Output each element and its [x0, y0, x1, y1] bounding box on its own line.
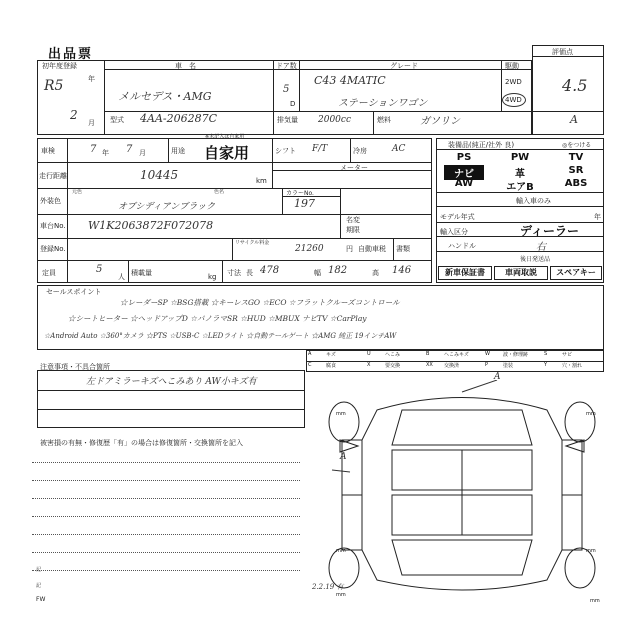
legend-key-3: W — [485, 351, 490, 357]
first-reg-year: R5 — [44, 78, 64, 94]
equip-4: 革 — [515, 169, 525, 180]
name-change-label: 名変 — [346, 216, 360, 224]
mm-label-5: mm — [336, 592, 346, 598]
doors-label: ドア数 — [276, 62, 297, 70]
legend-text-8: 塗装 — [503, 363, 514, 369]
diagram-mark-1: A — [494, 372, 501, 382]
equip-1: PW — [510, 152, 530, 163]
height-label: 高 — [372, 269, 379, 277]
chassis-value: W1K2063872F072078 — [88, 219, 214, 232]
aircon-label: 冷房 — [353, 147, 367, 155]
first-reg-label: 初年度登録 — [42, 62, 77, 70]
grade-label: グレード — [390, 62, 418, 70]
sales-line-1: ☆レーダーSP ☆BSG搭載 ☆キーレスGO ☆ECO ☆フラットクルーズコントロール — [120, 298, 400, 307]
mm-label-1: mm — [336, 411, 346, 417]
yen-unit: 円 — [346, 245, 353, 253]
legend-text-9: 穴・割れ — [562, 363, 583, 369]
legend-text-3: 波・修理跡 — [503, 352, 529, 358]
displacement-value: 2000cc — [318, 115, 351, 125]
shaken-month-value: 7 — [126, 144, 133, 155]
diagram-mark-2: A — [340, 452, 347, 462]
fuel-value: ガソリン — [420, 116, 460, 127]
legend-text-5: 腐食 — [326, 363, 337, 369]
legend-key-9: Y — [544, 362, 548, 368]
sales-point-label: セールスポイント — [46, 288, 102, 296]
model-year-unit: 年 — [594, 213, 601, 221]
score-label: 評価点 — [552, 48, 573, 56]
capacity-unit: 人 — [118, 273, 125, 281]
tax-label: 自動車税 — [358, 245, 386, 253]
length-label: 長 — [246, 269, 253, 277]
import-title: 輸入車のみ — [516, 197, 551, 205]
repair-title: 被害損の有無・修復歴「有」の場合は修復箇所・交換箇所を記入 — [40, 439, 243, 447]
equip-3: ナビ — [444, 165, 484, 180]
capacity-label: 定員 — [42, 269, 56, 277]
import-cat-value: ディーラー — [520, 224, 580, 238]
car-name-label: 車 名 — [175, 62, 196, 70]
width-value: 182 — [328, 265, 348, 276]
drive-2wd: 2WD — [505, 78, 522, 86]
doc-button-0: 新車保証書 — [438, 266, 492, 280]
shift-label: シフト — [275, 147, 296, 155]
car-name-value: メルセデス・AMG — [118, 90, 212, 103]
legend-key-7: XX — [426, 362, 433, 368]
first-reg-month: 2 — [70, 108, 78, 122]
mileage-label: 走行距離 — [39, 172, 67, 180]
exterior-label: 外装色 — [40, 197, 61, 205]
doc-label: 書類 — [396, 245, 410, 253]
equip-8: ABS — [564, 178, 588, 189]
mm-label-4: mm — [586, 548, 596, 554]
equip-7: エアB — [506, 182, 534, 193]
shaken-label: 車検 — [41, 147, 55, 155]
legend-key-5: C — [308, 362, 312, 368]
equip-6: AW — [454, 178, 474, 189]
grade-line1: C43 4MATIC — [314, 74, 386, 87]
legend-key-6: X — [367, 362, 371, 368]
sales-line-3: ☆Android Auto ☆360°カメラ ☆PTS ☆USB-C ☆LEDライト ☆自動テールゲート ☆AMG 純正 19インチAW — [44, 332, 397, 340]
usage-value: 自家用 — [204, 144, 250, 162]
later-docs-label: 後日発送品 — [520, 256, 551, 263]
dims-label: 寸法 — [227, 269, 241, 277]
usage-label: 用途 — [171, 147, 185, 155]
usage-note: ※未記入は自家用 — [205, 134, 245, 140]
legend-key-8: P — [485, 362, 489, 368]
model-type-value: 4AA-206287C — [140, 112, 218, 125]
notes-title: 注意事項・不具合箇所 — [40, 363, 110, 371]
handle-value: 右 — [536, 242, 546, 253]
reg-no-label: 登録No. — [40, 245, 66, 253]
legend-key-4: S — [544, 351, 548, 357]
model-type-label: 型式 — [110, 116, 124, 124]
notes-text: 左ドアミラーキズへこみあり AW小キズ有 — [86, 377, 257, 387]
length-value: 478 — [260, 265, 280, 276]
import-cat-label: 輸入区分 — [440, 228, 468, 236]
handle-label: ハンドル — [448, 242, 476, 250]
mm-label-6: mm — [590, 598, 600, 604]
legend-text-1: へこみ — [385, 352, 401, 358]
legend-key-2: B — [426, 351, 430, 357]
deadline-label: 期限 — [346, 226, 360, 234]
doc-button-2: スペアキー — [550, 266, 602, 280]
shaken-month-unit: 月 — [139, 149, 146, 157]
model-year-label: モデル年式 — [440, 213, 475, 221]
mileage-value: 10445 — [140, 168, 179, 182]
grade-line2: ステーションワゴン — [338, 98, 428, 109]
doc-button-1: 車両取説 — [494, 266, 548, 280]
shift-value: F/T — [312, 144, 328, 154]
year-unit: 年 — [88, 75, 95, 83]
equip-5: SR — [568, 165, 584, 176]
color-no-value: 197 — [294, 197, 315, 210]
width-label: 幅 — [314, 269, 321, 277]
color-no-label: カラーNo. — [286, 190, 314, 197]
original-color-label: 元色 — [72, 189, 83, 195]
legend-text-4: サビ — [562, 352, 573, 358]
fuel-label: 燃料 — [377, 116, 391, 124]
equip-circle-note: ◎をつける — [562, 142, 592, 149]
score-sub: A — [570, 113, 578, 126]
displacement-label: 排気量 — [277, 116, 298, 124]
legend-text-0: キズ — [326, 352, 336, 358]
km-unit: km — [256, 177, 267, 185]
equip-title: 装備品(純正/社外 良) — [448, 141, 515, 149]
meter-label: メーター — [340, 164, 368, 172]
car-damage-diagram — [322, 380, 602, 605]
capacity-value: 5 — [96, 264, 103, 275]
doors-sub: D — [290, 100, 296, 108]
load-label: 積載量 — [131, 269, 152, 277]
legend-key-0: A — [308, 351, 312, 357]
mm-label-2: mm — [586, 411, 596, 417]
mm-label-3: mm — [336, 548, 346, 554]
legend-text-2: へこみキズ — [444, 352, 469, 358]
legend-key-1: U — [367, 351, 371, 357]
month-unit: 月 — [88, 119, 95, 127]
legend-text-6: 要交換 — [385, 363, 401, 369]
doors-value: 5 — [283, 84, 290, 95]
color-label: 色名 — [214, 189, 225, 195]
shaken-year-unit: 年 — [102, 149, 109, 157]
equip-0: PS — [456, 152, 472, 163]
load-kg: kg — [208, 273, 217, 281]
recycle-label: リサイクル料金 — [235, 240, 270, 246]
repair-mark-2: 記 — [36, 583, 42, 589]
drive-4wd: 4WD — [505, 96, 522, 104]
repair-mark-1: 記 — [36, 567, 42, 573]
drive-label: 駆動 — [505, 62, 519, 70]
equip-2: TV — [568, 152, 584, 163]
exterior-value: オブシディアンブラック — [118, 202, 216, 212]
recycle-value: 21260 — [295, 244, 324, 254]
height-value: 146 — [392, 265, 412, 276]
aircon-value: AC — [392, 144, 406, 154]
drive-4wd-circle — [502, 93, 526, 107]
form-title: 出品票 — [48, 47, 94, 62]
signature-date: 2.2.19 有 — [312, 583, 344, 591]
shaken-year-value: 7 — [90, 144, 97, 155]
fw-label: FW — [36, 596, 46, 603]
chassis-label: 車台No. — [40, 222, 66, 230]
legend-text-7: 交換済 — [444, 363, 460, 369]
score-value: 4.5 — [562, 76, 588, 95]
sales-line-2: ☆シートヒーター ☆ヘッドアップD ☆パノラマSR ☆HUD ☆MBUX ナビTV ☆CarPlay — [68, 314, 367, 323]
